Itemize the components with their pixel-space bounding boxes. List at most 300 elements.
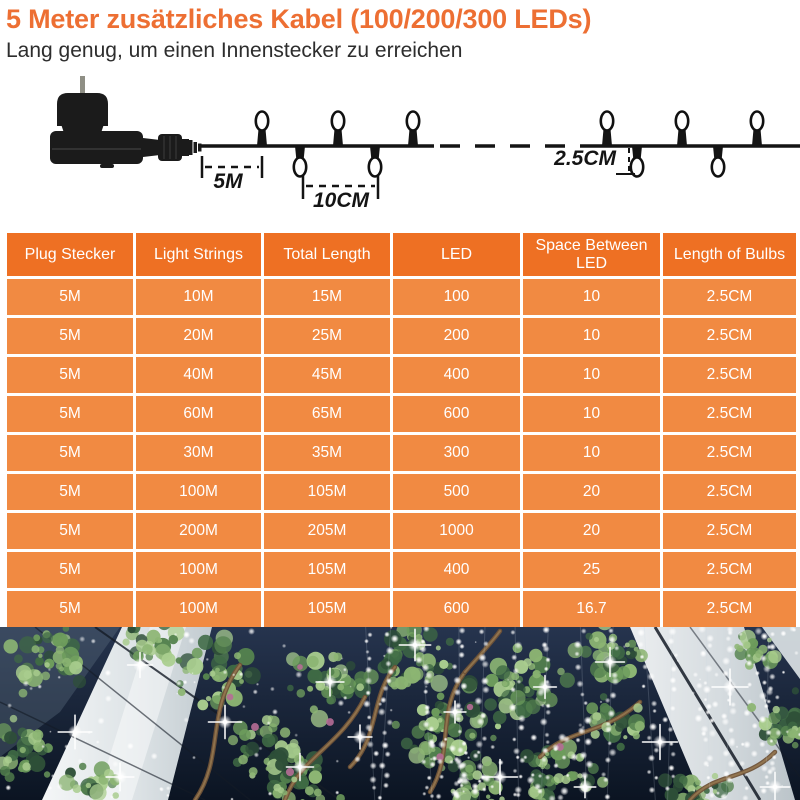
table-cell: 15M	[263, 278, 392, 317]
connector-rib	[194, 142, 198, 153]
string-light	[518, 715, 526, 723]
string-light	[670, 751, 676, 757]
leaf-highlight	[310, 705, 318, 713]
string-light	[769, 760, 775, 766]
table-row	[6, 590, 798, 629]
string-light	[472, 783, 479, 790]
string-light	[490, 785, 494, 789]
leaf-highlight	[20, 747, 26, 753]
string-light	[385, 661, 391, 667]
leaf	[586, 633, 593, 640]
leaf	[33, 670, 40, 677]
product-title: 5 Meter zusätzliches Kabel (100/200/300 LEDs)	[6, 4, 592, 34]
power-plug-illustration	[50, 76, 202, 168]
string-light	[604, 794, 610, 800]
table-cell: 10M	[135, 278, 263, 317]
string-light	[510, 630, 515, 635]
table-cell: 200	[392, 317, 522, 356]
string-light	[460, 682, 467, 689]
string-light	[424, 709, 430, 715]
string-light	[736, 745, 739, 748]
leaf	[346, 661, 356, 671]
table-cell: 2.5CM	[662, 512, 798, 551]
leaf	[446, 638, 454, 646]
sparkle-core	[543, 685, 547, 689]
string-light	[383, 772, 390, 779]
string-light	[254, 752, 259, 757]
string-light	[553, 763, 559, 769]
string-light	[206, 658, 209, 661]
string-light	[770, 632, 775, 637]
table-cell: 100M	[135, 473, 263, 512]
string-light	[704, 698, 708, 702]
leaf	[10, 715, 18, 723]
string-light	[367, 715, 372, 720]
string-light	[105, 670, 112, 677]
string-light	[85, 739, 87, 741]
sparkle-core	[138, 663, 142, 667]
string-light	[454, 793, 460, 799]
string-light	[706, 764, 709, 767]
string-light	[476, 750, 480, 754]
string-light	[267, 721, 271, 725]
string-light	[575, 664, 582, 671]
string-light	[458, 729, 463, 734]
string-light	[600, 701, 603, 704]
string-light	[387, 668, 394, 675]
string-light	[425, 685, 428, 688]
string-light	[652, 709, 656, 713]
string-light	[517, 680, 522, 685]
string-light	[775, 695, 780, 700]
string-light	[350, 686, 352, 688]
string-light	[365, 690, 370, 695]
string-light	[91, 639, 96, 644]
string-light	[611, 677, 619, 685]
string-light	[516, 792, 521, 797]
string-light	[343, 696, 347, 700]
string-light	[671, 666, 677, 672]
string-light	[430, 794, 435, 799]
leaf	[490, 735, 496, 741]
string-light	[665, 786, 670, 791]
leaf	[53, 633, 68, 648]
string-light	[295, 671, 302, 678]
string-light	[64, 744, 69, 749]
string-light	[763, 698, 768, 703]
leaf-highlight	[773, 706, 780, 713]
string-light	[523, 755, 527, 759]
string-light	[378, 708, 386, 716]
string-light	[743, 741, 751, 749]
string-light	[222, 685, 226, 689]
sparkle-core	[608, 660, 612, 664]
leaf	[411, 668, 424, 681]
leaf	[178, 688, 186, 696]
leaf-highlight	[123, 639, 130, 646]
leaf-highlight	[633, 703, 642, 712]
leaf	[41, 672, 50, 681]
string-light	[336, 760, 339, 763]
table-cell: 2.5CM	[662, 473, 798, 512]
table-cell: 25M	[263, 317, 392, 356]
string-light	[581, 628, 587, 634]
string-light	[780, 631, 786, 637]
string-light	[513, 748, 520, 755]
string-light	[423, 721, 430, 728]
string-light	[430, 758, 433, 761]
string-light	[232, 673, 235, 676]
column-header: Light Strings	[135, 232, 263, 278]
string-light	[37, 684, 42, 689]
table-cell: 2.5CM	[662, 434, 798, 473]
leaf-highlight	[533, 670, 541, 678]
blossom	[467, 704, 473, 710]
string-light	[545, 657, 550, 662]
sparkle-core	[728, 685, 732, 689]
leaf-highlight	[758, 645, 767, 654]
string-light	[706, 703, 712, 709]
bulb-spacing-label: 10CM	[312, 189, 370, 212]
table-cell: 400	[392, 551, 522, 590]
table-cell: 5M	[6, 512, 135, 551]
string-light	[574, 641, 582, 649]
plug-body	[50, 131, 143, 164]
table-cell: 5M	[6, 317, 135, 356]
leaf	[244, 667, 261, 684]
table-cell: 400	[392, 356, 522, 395]
string-light	[428, 726, 434, 732]
string-light	[701, 651, 705, 655]
string-light	[253, 689, 258, 694]
string-light	[765, 729, 771, 735]
leaf-highlight	[62, 658, 71, 667]
table-cell: 5M	[6, 278, 135, 317]
leaf-highlight	[282, 790, 287, 795]
sparkle-core	[583, 785, 587, 789]
string-light	[483, 774, 491, 782]
string-light	[730, 781, 733, 784]
string-light	[5, 785, 11, 791]
leaf	[44, 771, 50, 777]
leaf	[162, 653, 176, 667]
leaf-highlight	[249, 767, 258, 776]
string-light	[56, 783, 62, 789]
string-light	[474, 697, 482, 705]
string-light	[518, 724, 525, 731]
string-light	[518, 774, 523, 779]
string-light	[382, 730, 388, 736]
string-light	[439, 774, 444, 779]
string-light	[151, 753, 158, 760]
string-light	[752, 723, 758, 729]
string-light	[762, 680, 767, 685]
string-light	[423, 679, 430, 686]
leaf	[431, 675, 448, 692]
sparkle-core	[658, 740, 662, 744]
string-light	[693, 789, 696, 792]
string-light	[729, 707, 737, 715]
string-light	[437, 758, 443, 764]
string-light	[695, 714, 703, 722]
string-light	[608, 636, 616, 644]
string-light	[782, 671, 786, 675]
table-row	[6, 317, 798, 356]
leaf-highlight	[391, 682, 399, 690]
led-bulb	[369, 158, 381, 177]
string-light	[430, 761, 436, 767]
string-light	[510, 687, 516, 693]
table-cell: 45M	[263, 356, 392, 395]
leaf-highlight	[33, 730, 44, 741]
table-cell: 5M	[6, 473, 135, 512]
string-light	[755, 671, 760, 676]
leaf	[14, 654, 23, 663]
string-light	[728, 727, 734, 733]
sparkle-core	[298, 765, 302, 769]
leaf	[169, 635, 178, 644]
table-cell: 1000	[392, 512, 522, 551]
leaf-highlight	[266, 767, 270, 771]
leaf-highlight	[743, 641, 751, 649]
leaf-highlight	[209, 671, 215, 677]
string-light	[641, 684, 645, 688]
leaf	[290, 739, 299, 748]
table-cell: 600	[392, 590, 522, 629]
bulb-length-label: 2.5CM	[554, 147, 616, 170]
string-light	[538, 774, 542, 778]
string-light	[647, 673, 655, 681]
string-light	[449, 760, 454, 765]
string-light	[454, 689, 461, 696]
string-light	[545, 740, 550, 745]
string-light	[785, 730, 789, 734]
string-light	[703, 686, 711, 694]
leaf	[287, 685, 294, 692]
string-light	[545, 709, 551, 715]
string-light	[379, 762, 386, 769]
string-light	[368, 728, 372, 732]
string-light	[387, 719, 394, 726]
string-light	[516, 755, 520, 759]
string-light	[425, 785, 430, 790]
leaf	[792, 687, 799, 694]
string-light	[256, 683, 259, 686]
string-light	[603, 777, 609, 783]
string-light	[541, 757, 547, 763]
string-light	[671, 774, 676, 779]
string-light	[537, 788, 543, 794]
table-cell: 5M	[6, 590, 135, 629]
string-light	[48, 786, 52, 790]
leaf-highlight	[594, 637, 599, 642]
string-light	[764, 704, 769, 709]
string-light	[514, 641, 522, 649]
string-light	[449, 745, 457, 753]
string-light	[372, 785, 377, 790]
leaf	[484, 698, 497, 711]
table-cell: 10	[522, 395, 662, 434]
table-cell: 25	[522, 551, 662, 590]
string-light	[729, 737, 736, 744]
string-light	[722, 657, 730, 665]
string-light	[423, 689, 428, 694]
string-light	[608, 710, 616, 718]
table-cell: 5M	[6, 434, 135, 473]
string-light	[464, 751, 469, 756]
string-light	[367, 741, 374, 748]
string-light	[385, 751, 391, 757]
leaf	[496, 665, 510, 679]
table-row	[6, 395, 798, 434]
string-light	[457, 780, 462, 785]
string-light	[576, 680, 583, 687]
string-light	[461, 776, 470, 785]
led-bulb	[676, 112, 688, 131]
leaf-highlight	[22, 762, 30, 770]
leaf	[56, 646, 64, 654]
leaf-highlight	[404, 680, 411, 687]
string-light	[651, 700, 657, 706]
product-subtitle: Lang genug, um einen Innenstecker zu erreichen	[6, 39, 463, 63]
string-light	[794, 651, 799, 656]
string-light	[668, 628, 676, 636]
string-light	[720, 795, 725, 800]
string-light	[541, 704, 545, 708]
string-light	[79, 636, 85, 642]
leaf	[768, 650, 781, 663]
table-cell: 2.5CM	[662, 317, 798, 356]
string-light	[648, 754, 655, 761]
connector-collar	[182, 139, 189, 156]
string-light	[579, 751, 587, 759]
string-light	[647, 735, 652, 740]
string-light	[699, 678, 702, 681]
table-header-row	[6, 232, 798, 278]
leaf	[297, 689, 306, 698]
leaf-highlight	[592, 719, 598, 725]
string-light	[183, 631, 190, 638]
leaf	[658, 773, 672, 787]
string-light	[726, 636, 732, 642]
connector-taper	[143, 138, 160, 157]
table-row	[6, 356, 798, 395]
string-light	[701, 725, 709, 733]
table-cell: 16.7	[522, 590, 662, 629]
leaf	[239, 729, 251, 741]
string-light	[370, 762, 377, 769]
table-cell: 500	[392, 473, 522, 512]
cable-length-label: 5M	[213, 170, 243, 193]
leaf-highlight	[334, 653, 343, 662]
table-cell: 100M	[135, 590, 263, 629]
table-row	[6, 512, 798, 551]
string-light	[365, 650, 369, 654]
leaf	[29, 755, 46, 772]
string-light	[542, 747, 549, 754]
string-light	[421, 759, 427, 765]
string-light	[707, 643, 713, 649]
string-light	[461, 741, 467, 747]
leaf	[42, 632, 53, 643]
string-light	[545, 775, 550, 780]
table-cell: 20	[522, 473, 662, 512]
string-light	[544, 667, 549, 672]
string-light	[453, 676, 461, 684]
leaf-highlight	[38, 732, 42, 736]
table-cell: 600	[392, 395, 522, 434]
plug-tab	[100, 164, 114, 168]
leaf-highlight	[438, 718, 443, 723]
table-cell: 100M	[135, 551, 263, 590]
string-light	[709, 792, 715, 798]
string-light	[483, 641, 489, 647]
table-cell: 105M	[263, 551, 392, 590]
string-light	[475, 740, 483, 748]
string-light	[743, 710, 750, 717]
string-light	[512, 737, 517, 742]
leaf	[198, 635, 213, 650]
leaf-highlight	[524, 658, 532, 666]
blossom	[251, 723, 259, 731]
blossom	[326, 718, 334, 726]
string-light	[482, 686, 490, 694]
table-cell: 2.5CM	[662, 356, 798, 395]
string-light	[543, 645, 550, 652]
string-light	[540, 718, 548, 726]
string-light	[427, 775, 432, 780]
string-light	[239, 672, 243, 676]
table-row	[6, 551, 798, 590]
string-light	[763, 665, 771, 673]
string-light	[391, 635, 399, 643]
table-cell: 2.5CM	[662, 590, 798, 629]
string-light	[364, 639, 369, 644]
string-light	[722, 750, 729, 757]
sparkle-core	[453, 710, 457, 714]
string-light	[343, 668, 347, 672]
table-cell: 5M	[6, 551, 135, 590]
blossom	[297, 664, 303, 670]
led-bulb	[751, 112, 763, 131]
leaf	[176, 657, 182, 663]
leaf-highlight	[234, 652, 241, 659]
string-light	[422, 792, 426, 796]
table-cell: 40M	[135, 356, 263, 395]
sparkle-core	[358, 735, 362, 739]
column-header: Space Between LED	[522, 232, 662, 278]
string-light	[703, 737, 709, 743]
leaf-highlight	[142, 644, 153, 655]
string-light	[575, 738, 580, 743]
string-light	[270, 687, 275, 692]
string-light	[746, 660, 753, 667]
leaf-highlight	[44, 662, 49, 667]
string-light	[712, 701, 719, 708]
string-light	[386, 678, 392, 684]
string-light	[482, 787, 487, 792]
string-light	[668, 765, 675, 772]
string-light	[166, 786, 171, 791]
string-light	[242, 705, 246, 709]
string-light	[726, 645, 734, 653]
string-light	[78, 758, 84, 764]
table-cell: 10	[522, 317, 662, 356]
leaf-highlight	[502, 681, 507, 686]
led-bulb	[294, 158, 306, 177]
string-light	[438, 740, 446, 748]
table-cell: 20	[522, 512, 662, 551]
